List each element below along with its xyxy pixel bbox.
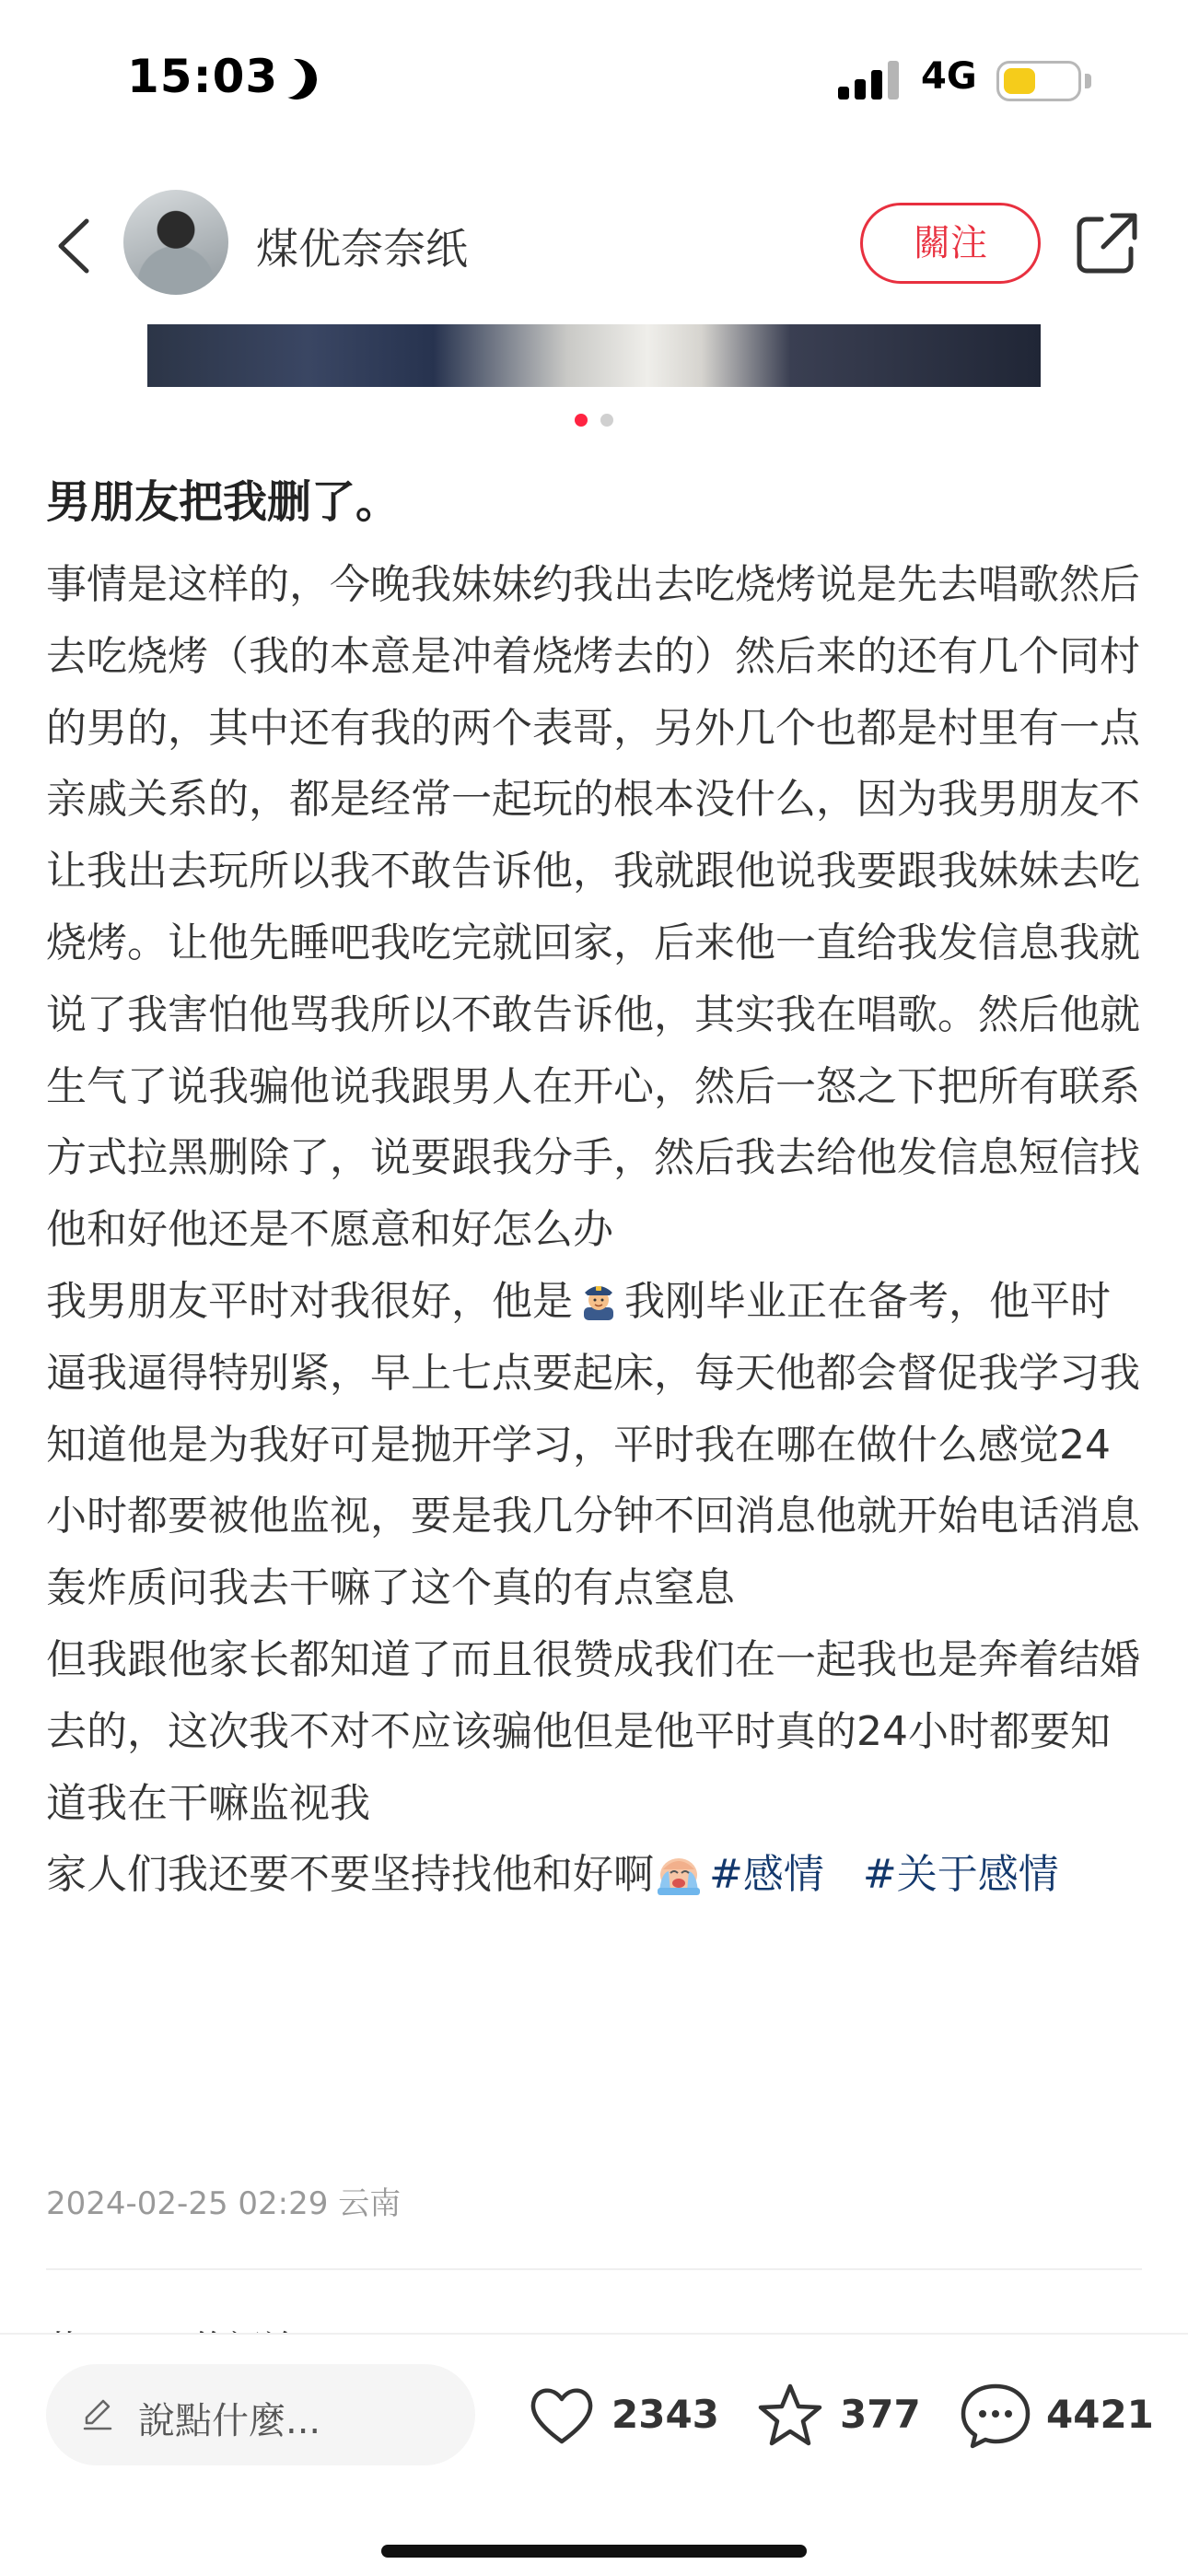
status-bar — [0, 0, 1188, 157]
comment-button[interactable] — [958, 2379, 1160, 2453]
pencil-icon — [79, 2395, 116, 2432]
hashtag-link[interactable]: #关于感情 — [862, 1851, 1059, 1899]
bottom-action-bar — [0, 2333, 1188, 2576]
favorite-count: 377 — [840, 2392, 921, 2437]
signal-icon — [838, 61, 903, 100]
username[interactable]: 煤优奈奈纸 — [256, 224, 468, 274]
comment-input[interactable] — [46, 2364, 475, 2465]
carousel-dot-active — [575, 414, 588, 427]
star-icon — [753, 2379, 827, 2453]
post-date-location: 2024-02-25 02:29 云南 — [46, 2185, 402, 2222]
comment-placeholder: 說點什麼... — [138, 2400, 321, 2442]
share-icon[interactable] — [1074, 210, 1140, 276]
post-paragraph: 事情是这样的，今晚我妹妹约我出去吃烧烤说是先去唱歌然后去吃烧烤（我的本意是冲着烧烤去的）然后来的还有几个同村的男的，其中还有我的两个表哥，另外几个也都是村里有一点亲戚关系的，都是经常一起玩的根本没什么，因为我男朋友不让我出去玩所以我不敢告诉他，我就跟他说我要跟我妹妹去吃烧烤。让他先睡吧我吃完就回家，后来他一直给我发信息我就说了我害怕他骂我所以不敢告诉他，其实我在唱歌。然后他就生气了说我骗他说我跟男人在开心，然后一怒之下把所有联系方式拉黑删除了，说要跟我分手，然后我去给他发信息短信找他和好他还是不愿意和好怎么办 — [46, 561, 1140, 1254]
post-body — [46, 549, 1142, 1911]
post-paragraph — [46, 1839, 1142, 1911]
battery-icon — [996, 61, 1081, 101]
comment-bubble-icon — [958, 2379, 1033, 2453]
divider — [46, 2268, 1142, 2270]
heart-icon — [525, 2379, 599, 2453]
moon-icon — [274, 56, 320, 103]
post-title: 男朋友把我删了。 — [46, 476, 401, 528]
like-button[interactable] — [525, 2379, 719, 2453]
home-indicator[interactable] — [381, 2545, 807, 2558]
comment-count: 4421 — [1046, 2392, 1154, 2437]
post-paragraph: 但我跟他家长都知道了而且很赞成我们在一起我也是奔着结婚去的，这次我不对不应该骗他但是他平时真的24小时都要知道我在干嘛监视我 — [46, 1635, 1140, 1827]
hashtag-link[interactable]: #感情 — [709, 1851, 824, 1899]
post-image[interactable] — [147, 324, 1041, 387]
battery-level — [1004, 68, 1035, 94]
police-officer-emoji — [578, 1271, 619, 1312]
post-header — [0, 175, 1188, 313]
post-text: 我男朋友平时对我很好，他是 — [46, 1277, 573, 1325]
carousel-indicator — [0, 413, 1188, 429]
back-icon[interactable] — [48, 214, 103, 278]
avatar[interactable] — [123, 190, 228, 295]
status-time: 15:03 — [127, 50, 279, 103]
crying-face-emoji — [654, 1846, 704, 1891]
favorite-button[interactable] — [753, 2379, 919, 2453]
like-count: 2343 — [611, 2392, 719, 2437]
follow-button[interactable]: 關注 — [860, 203, 1041, 284]
battery-cap — [1085, 74, 1091, 88]
post-text: 我刚毕业正在备考，他平时逼我逼得特别紧，早上七点要起床，每天他都会督促我学习我知道他是为我好可是抛开学习，平时我在哪在做什么感觉24小时都要被他监视，要是我几分钟不回消息他就开始电话消息轰炸质问我去干嘛了这个真的有点窒息 — [46, 1277, 1140, 1612]
post-paragraph — [46, 1266, 1142, 1624]
network-type: 4G — [921, 55, 977, 98]
carousel-dot — [600, 414, 613, 427]
post-text: 家人们我还要不要坚持找他和好啊 — [46, 1851, 654, 1899]
